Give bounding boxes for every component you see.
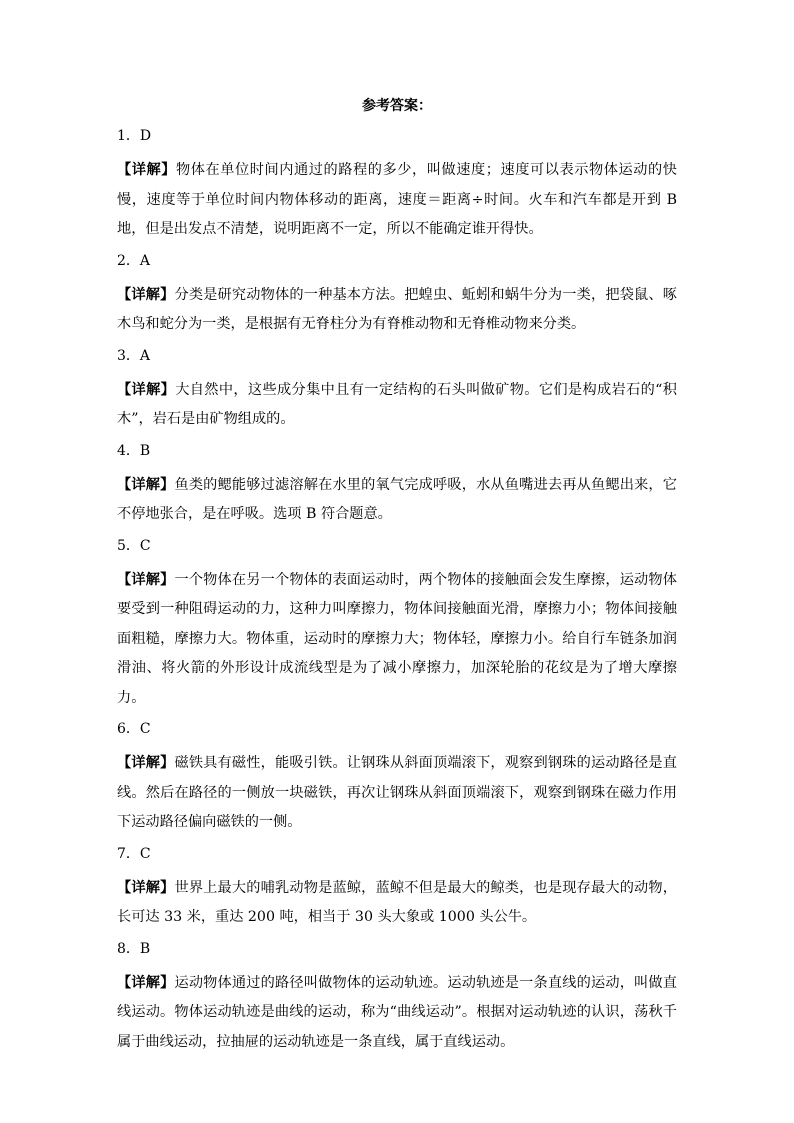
- answer-explanation: [117, 281, 677, 340]
- answer-item: [117, 346, 677, 435]
- answer-sheet: [117, 96, 677, 1063]
- answer-number: 7．C: [117, 845, 151, 862]
- answer-item: [117, 844, 677, 933]
- answer-item: [117, 719, 677, 838]
- explanation-text: 磁铁具有磁性，能吸引铁。让钢珠从斜面顶端滚下，观察到钢珠的运动路径是直线。然后在路径的一侧放一块磁铁，再次让钢珠从斜面顶端滚下，观察到钢珠在磁力作用下运动路径偏向磁铁的一侧。: [117, 755, 677, 830]
- explanation-tag: 【详解】: [117, 571, 175, 588]
- answer-explanation: [117, 566, 677, 714]
- explanation-tag: 【详解】: [117, 755, 175, 771]
- answer-number: 6．C: [117, 721, 151, 737]
- answer-item: [117, 441, 677, 530]
- answer-explanation: [117, 376, 677, 435]
- answer-item: [117, 939, 677, 1058]
- explanation-text: 鱼类的鳃能够过滤溶解在水里的氧气完成呼吸，水从鱼嘴进去再从鱼鳃出来，它不停地张合，是在呼吸。选项 B 符合题意。: [117, 476, 677, 522]
- explanation-tag: 【详解】: [117, 286, 175, 303]
- answer-number: 3．A: [117, 347, 151, 364]
- page-title: 参考答案：: [362, 98, 432, 114]
- answer-item: [117, 536, 677, 714]
- answer-explanation: [117, 969, 677, 1058]
- explanation-tag: 【详解】: [117, 476, 175, 493]
- answer-explanation: [117, 874, 677, 933]
- answer-number: 2．A: [117, 252, 151, 269]
- answer-item: [117, 126, 677, 245]
- explanation-text: 物体在单位时间内通过的路程的多少，叫做速度；速度可以表示物体运动的快慢，速度等于单位时间内物体移动的距离，速度＝距离÷时间。火车和汽车都是开到 B 地，但是出发点不清楚，说明距离不一定，所以不能确定谁开得快。: [117, 162, 677, 237]
- explanation-text: 分类是研究动物体的一种基本方法。把蝗虫、蚯蚓和蜗牛分为一类，把袋鼠、啄木鸟和蛇分为一类，是根据有无脊柱分为有脊椎动物和无脊椎动物来分类。: [117, 286, 677, 332]
- answer-explanation: [117, 471, 677, 530]
- explanation-tag: 【详解】: [117, 974, 175, 991]
- explanation-text: 运动物体通过的路径叫做物体的运动轨迹。运动轨迹是一条直线的运动，叫做直线运动。物体运动轨迹是曲线的运动，称为“曲线运动”。根据对运动轨迹的认识，荡秋千属于曲线运动，拉抽屉的运动轨迹是一条直线，属于直线运动。: [117, 974, 677, 1050]
- answer-number: 5．C: [117, 537, 151, 554]
- answer-number: 1．D: [117, 128, 152, 144]
- answer-number: 8．B: [117, 940, 151, 957]
- explanation-text: 世界上最大的哺乳动物是蓝鲸，蓝鲸不但是最大的鲸类，也是现存最大的动物，长可达 33 米，重达 200 吨，相当于 30 头大象或 1000 头公牛。: [117, 879, 677, 925]
- answer-explanation: [117, 749, 677, 838]
- explanation-tag: 【详解】: [117, 381, 176, 398]
- answer-item: [117, 251, 677, 340]
- answer-explanation: [117, 156, 677, 245]
- explanation-text: 大自然中，这些成分集中且有一定结构的石头叫做矿物。它们是构成岩石的“积木”，岩石是由矿物组成的。: [117, 381, 677, 427]
- explanation-text: 一个物体在另一个物体的表面运动时，两个物体的接触面会发生摩擦，运动物体要受到一种阻碍运动的力，这种力叫摩擦力，物体间接触面光滑，摩擦力小；物体间接触面粗糙，摩擦力大。物体重，运动时的摩擦力大；物体轻，摩擦力小。给自行车链条加润滑油、将火箭的外形设计成流线型是为了减小摩擦力，加深轮胎的花纹是为了增大摩擦力。: [117, 571, 677, 706]
- explanation-tag: 【详解】: [117, 162, 177, 178]
- explanation-tag: 【详解】: [117, 879, 175, 896]
- answer-number: 4．B: [117, 442, 151, 459]
